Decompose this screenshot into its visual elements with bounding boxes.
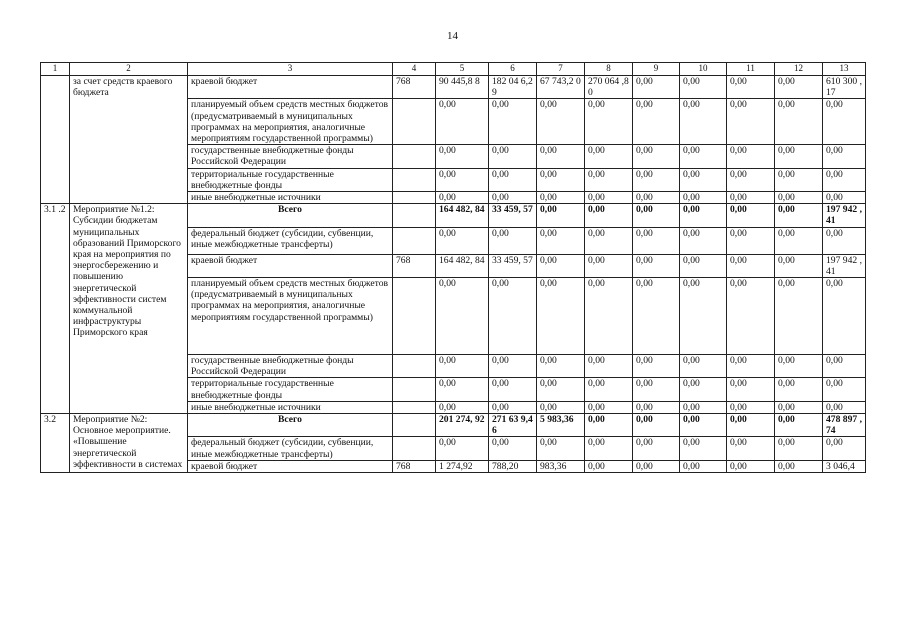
value-cell: 0,00: [727, 355, 775, 378]
value-cell: 0,00: [680, 378, 727, 401]
budget-code: [393, 414, 436, 437]
value-cell: 0,00: [436, 227, 489, 254]
value-cell: 0,00: [633, 99, 680, 145]
row-number: [41, 76, 70, 204]
value-cell: 0,00: [633, 355, 680, 378]
value-cell: 0,00: [775, 378, 823, 401]
value-cell: 788,20: [489, 460, 537, 472]
value-cell: 0,00: [585, 227, 633, 254]
value-cell: 197 942 ,41: [823, 204, 866, 227]
value-cell: 0,00: [537, 192, 585, 204]
value-cell: 0,00: [775, 99, 823, 145]
value-cell: 0,00: [585, 168, 633, 191]
value-cell: 983,36: [537, 460, 585, 472]
value-cell: 0,00: [680, 99, 727, 145]
value-cell: 0,00: [775, 278, 823, 355]
value-cell: 0,00: [633, 437, 680, 460]
budget-code: [393, 437, 436, 460]
page-number: 14: [447, 30, 458, 42]
value-cell: 0,00: [537, 145, 585, 168]
funding-source: краевой бюджет: [188, 460, 393, 472]
funding-source: Всего: [188, 204, 393, 227]
value-cell: 0,00: [680, 401, 727, 413]
value-cell: 610 300 ,17: [823, 76, 866, 99]
value-cell: 0,00: [680, 168, 727, 191]
value-cell: 0,00: [436, 437, 489, 460]
value-cell: 0,00: [680, 278, 727, 355]
budget-code: [393, 401, 436, 413]
budget-code: [393, 145, 436, 168]
value-cell: 0,00: [823, 437, 866, 460]
value-cell: 0,00: [633, 145, 680, 168]
value-cell: 0,00: [775, 168, 823, 191]
value-cell: 0,00: [436, 145, 489, 168]
value-cell: 0,00: [775, 204, 823, 227]
value-cell: 0,00: [537, 437, 585, 460]
value-cell: 0,00: [680, 227, 727, 254]
value-cell: 0,00: [489, 401, 537, 413]
value-cell: 164 482, 84: [436, 204, 489, 227]
header-cell: 5: [436, 63, 489, 76]
value-cell: 0,00: [489, 192, 537, 204]
funding-source: территориальные государственные внебюджетные фонды: [188, 378, 393, 401]
value-cell: 271 63 9,46: [489, 414, 537, 437]
value-cell: 0,00: [537, 278, 585, 355]
table-row: [41, 414, 866, 437]
value-cell: 0,00: [727, 378, 775, 401]
value-cell: 270 064 ,80: [585, 76, 633, 99]
value-cell: 0,00: [680, 204, 727, 227]
value-cell: 0,00: [633, 254, 680, 277]
header-cell: 13: [823, 63, 866, 76]
value-cell: 0,00: [633, 76, 680, 99]
value-cell: 0,00: [436, 278, 489, 355]
value-cell: 0,00: [585, 437, 633, 460]
value-cell: 0,00: [823, 355, 866, 378]
activity-name: Мероприятие №1.2: Субсидии бюджетам муниципальных образований Приморского края на мероприятия по энергосбережению и повышению энергетической эффективности систем коммунальной инфраструктуры Приморского края: [70, 204, 188, 414]
value-cell: 0,00: [727, 204, 775, 227]
header-cell: 2: [70, 63, 188, 76]
value-cell: 0,00: [633, 378, 680, 401]
value-cell: 0,00: [727, 401, 775, 413]
value-cell: 0,00: [585, 99, 633, 145]
value-cell: 0,00: [680, 145, 727, 168]
row-number: 3.2: [41, 414, 70, 473]
header-cell: 4: [393, 63, 436, 76]
header-row: [41, 63, 866, 76]
value-cell: 0,00: [436, 192, 489, 204]
value-cell: 0,00: [727, 254, 775, 277]
value-cell: 0,00: [633, 401, 680, 413]
funding-source: иные внебюджетные источники: [188, 401, 393, 413]
value-cell: 0,00: [489, 145, 537, 168]
value-cell: 0,00: [680, 192, 727, 204]
budget-table: [40, 62, 866, 473]
value-cell: 0,00: [585, 460, 633, 472]
value-cell: 3 046,4: [823, 460, 866, 472]
value-cell: 1 274,92: [436, 460, 489, 472]
value-cell: 0,00: [775, 227, 823, 254]
value-cell: 0,00: [633, 227, 680, 254]
budget-code: 768: [393, 76, 436, 99]
value-cell: 0,00: [775, 76, 823, 99]
value-cell: 0,00: [775, 414, 823, 437]
value-cell: 0,00: [633, 414, 680, 437]
value-cell: 0,00: [633, 168, 680, 191]
value-cell: 0,00: [585, 192, 633, 204]
value-cell: 0,00: [823, 99, 866, 145]
budget-code: [393, 192, 436, 204]
funding-source: краевой бюджет: [188, 254, 393, 277]
funding-source: иные внебюджетные источники: [188, 192, 393, 204]
activity-name: за счет средств краевого бюджета: [70, 76, 188, 204]
value-cell: 0,00: [436, 378, 489, 401]
value-cell: 0,00: [585, 278, 633, 355]
value-cell: 0,00: [823, 278, 866, 355]
value-cell: 0,00: [585, 414, 633, 437]
value-cell: 0,00: [727, 278, 775, 355]
funding-source: федеральный бюджет (субсидии, субвенции, иные межбюджетные трансферты): [188, 437, 393, 460]
value-cell: 0,00: [727, 414, 775, 437]
value-cell: 0,00: [489, 378, 537, 401]
budget-code: [393, 378, 436, 401]
header-cell: 8: [585, 63, 633, 76]
header-cell: 7: [537, 63, 585, 76]
activity-name: Мероприятие №2: Основное мероприятие. «Повышение энергетической эффективности в системах: [70, 414, 188, 473]
value-cell: 0,00: [680, 355, 727, 378]
value-cell: 0,00: [823, 227, 866, 254]
value-cell: 0,00: [537, 401, 585, 413]
table-row: [41, 204, 866, 227]
value-cell: 0,00: [585, 355, 633, 378]
budget-code: [393, 204, 436, 227]
value-cell: 0,00: [823, 168, 866, 191]
value-cell: 0,00: [727, 168, 775, 191]
value-cell: 0,00: [537, 168, 585, 191]
funding-source: федеральный бюджет (субсидии, субвенции, иные межбюджетные трансферты): [188, 227, 393, 254]
value-cell: 0,00: [489, 227, 537, 254]
value-cell: 0,00: [537, 254, 585, 277]
value-cell: 0,00: [680, 414, 727, 437]
budget-code: [393, 99, 436, 145]
funding-source: Всего: [188, 414, 393, 437]
header-cell: 6: [489, 63, 537, 76]
header-cell: 1: [41, 63, 70, 76]
value-cell: 5 983,36: [537, 414, 585, 437]
value-cell: 201 274, 92: [436, 414, 489, 437]
header-cell: 9: [633, 63, 680, 76]
value-cell: 0,00: [585, 204, 633, 227]
value-cell: 164 482, 84: [436, 254, 489, 277]
value-cell: 0,00: [436, 168, 489, 191]
value-cell: 0,00: [537, 355, 585, 378]
value-cell: 0,00: [727, 76, 775, 99]
value-cell: 0,00: [436, 355, 489, 378]
table-row: [41, 76, 866, 99]
value-cell: 0,00: [489, 168, 537, 191]
value-cell: 0,00: [585, 378, 633, 401]
value-cell: 0,00: [537, 204, 585, 227]
value-cell: 0,00: [823, 378, 866, 401]
value-cell: 0,00: [775, 355, 823, 378]
funding-source: государственные внебюджетные фонды Российской Федерации: [188, 145, 393, 168]
value-cell: 0,00: [727, 99, 775, 145]
value-cell: 33 459, 57: [489, 204, 537, 227]
value-cell: 0,00: [489, 437, 537, 460]
value-cell: 0,00: [775, 192, 823, 204]
budget-code: 768: [393, 460, 436, 472]
budget-code: [393, 168, 436, 191]
value-cell: 0,00: [680, 254, 727, 277]
value-cell: 0,00: [633, 204, 680, 227]
value-cell: 0,00: [823, 401, 866, 413]
value-cell: 0,00: [489, 278, 537, 355]
value-cell: 0,00: [680, 437, 727, 460]
value-cell: 0,00: [489, 355, 537, 378]
funding-source: краевой бюджет: [188, 76, 393, 99]
header-cell: 12: [775, 63, 823, 76]
value-cell: 0,00: [823, 145, 866, 168]
value-cell: 0,00: [436, 99, 489, 145]
value-cell: 0,00: [537, 378, 585, 401]
value-cell: 0,00: [633, 278, 680, 355]
header-cell: 11: [727, 63, 775, 76]
funding-source: территориальные государственные внебюджетные фонды: [188, 168, 393, 191]
value-cell: 0,00: [823, 192, 866, 204]
value-cell: 0,00: [775, 437, 823, 460]
budget-code: [393, 355, 436, 378]
value-cell: 0,00: [436, 401, 489, 413]
value-cell: 0,00: [633, 460, 680, 472]
funding-source: планируемый объем средств местных бюджетов (предусматриваемый в муниципальных программах на мероприятия, аналогичные мероприятиям государственной программы): [188, 278, 393, 355]
header-cell: 3: [188, 63, 393, 76]
value-cell: 478 897 ,74: [823, 414, 866, 437]
value-cell: 90 445,8 8: [436, 76, 489, 99]
value-cell: 0,00: [775, 460, 823, 472]
value-cell: 0,00: [585, 401, 633, 413]
row-number: 3.1 .2: [41, 204, 70, 414]
funding-source: государственные внебюджетные фонды Российской Федерации: [188, 355, 393, 378]
value-cell: 0,00: [537, 99, 585, 145]
value-cell: 0,00: [537, 227, 585, 254]
value-cell: 0,00: [727, 192, 775, 204]
value-cell: 0,00: [727, 437, 775, 460]
value-cell: 197 942 ,41: [823, 254, 866, 277]
value-cell: 0,00: [727, 227, 775, 254]
header-cell: 10: [680, 63, 727, 76]
funding-source: планируемый объем средств местных бюджетов (предусматриваемый в муниципальных программах на мероприятия, аналогичные мероприятиям государственной программы): [188, 99, 393, 145]
value-cell: 0,00: [585, 145, 633, 168]
value-cell: 0,00: [633, 192, 680, 204]
budget-code: [393, 278, 436, 355]
value-cell: 0,00: [585, 254, 633, 277]
value-cell: 182 04 6,29: [489, 76, 537, 99]
budget-code: [393, 227, 436, 254]
value-cell: 0,00: [775, 401, 823, 413]
value-cell: 0,00: [680, 460, 727, 472]
value-cell: 0,00: [727, 460, 775, 472]
value-cell: 0,00: [727, 145, 775, 168]
value-cell: 0,00: [775, 145, 823, 168]
value-cell: 0,00: [775, 254, 823, 277]
value-cell: 67 743,2 0: [537, 76, 585, 99]
value-cell: 0,00: [489, 99, 537, 145]
value-cell: 33 459, 57: [489, 254, 537, 277]
value-cell: 0,00: [680, 76, 727, 99]
budget-code: 768: [393, 254, 436, 277]
